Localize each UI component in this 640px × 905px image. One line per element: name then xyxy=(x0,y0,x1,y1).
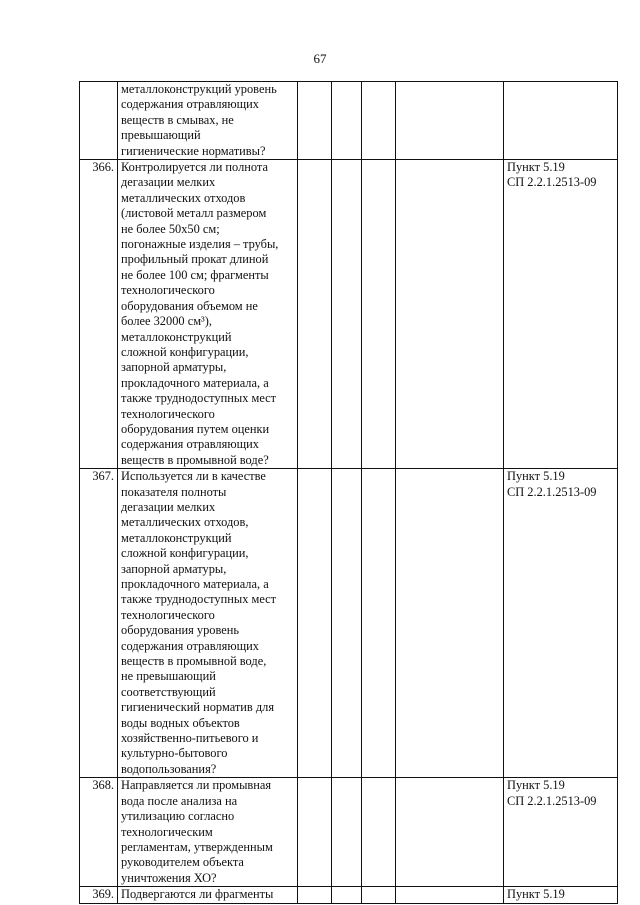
answer-no-cell xyxy=(332,160,362,469)
answer-na-cell xyxy=(362,778,396,887)
item-number xyxy=(80,82,118,160)
notes-cell xyxy=(396,160,504,469)
answer-yes-cell xyxy=(298,887,332,903)
page-number: 67 xyxy=(313,51,327,66)
notes-cell xyxy=(396,469,504,778)
checklist-table xyxy=(79,81,618,904)
answer-na-cell xyxy=(362,82,396,160)
reference-text: Пункт 5.19 СП 2.2.1.2513-09 xyxy=(504,160,618,469)
reference-text xyxy=(504,82,618,160)
notes-cell xyxy=(396,82,504,160)
item-number: 369. xyxy=(80,887,118,903)
question-text: металлоконструкций уровень содержания отравляющих веществ в смывах, не превышающий гигиенические нормативы? xyxy=(118,82,298,160)
question-text: Используется ли в качестве показателя полноты дегазации мелких металлических отходов, металлоконструкций сложной конфигурации, запорной арматуры, прокладочного материала, а также труднодоступных мест технологического оборудования уровень содержания отравляющих веществ в промывной воде, не превышающий соответствующий гигиенический норматив для воды водных объектов хозяйственно-питьевого и культурно-бытового водопользования? xyxy=(118,469,298,778)
table-row xyxy=(80,82,618,160)
answer-yes-cell xyxy=(298,82,332,160)
answer-na-cell xyxy=(362,469,396,778)
table-row xyxy=(80,160,618,469)
item-number: 367. xyxy=(80,469,118,778)
item-number: 366. xyxy=(80,160,118,469)
item-number: 368. xyxy=(80,778,118,887)
reference-text: Пункт 5.19 СП 2.2.1.2513-09 xyxy=(504,469,618,778)
table-row xyxy=(80,778,618,887)
table-row xyxy=(80,887,618,903)
answer-no-cell xyxy=(332,887,362,903)
answer-no-cell xyxy=(332,778,362,887)
answer-no-cell xyxy=(332,82,362,160)
question-text: Подвергаются ли фрагменты xyxy=(118,887,298,903)
answer-na-cell xyxy=(362,887,396,903)
notes-cell xyxy=(396,778,504,887)
answer-no-cell xyxy=(332,469,362,778)
reference-text: Пункт 5.19 xyxy=(504,887,618,903)
question-text: Направляется ли промывная вода после анализа на утилизацию согласно технологическим регламентам, утвержденным руководителем объекта уничтожения ХО? xyxy=(118,778,298,887)
notes-cell xyxy=(396,887,504,903)
table-row xyxy=(80,469,618,778)
reference-text: Пункт 5.19 СП 2.2.1.2513-09 xyxy=(504,778,618,887)
answer-yes-cell xyxy=(298,778,332,887)
answer-na-cell xyxy=(362,160,396,469)
question-text: Контролируется ли полнота дегазации мелких металлических отходов (листовой металл размером не более 50х50 см; погонажные изделия – трубы, профильный прокат длиной не более 100 см; фрагменты технологического оборудования объемом не более 32000 см³), металлоконструкций сложной конфигурации, запорной арматуры, прокладочного материала, а также труднодоступных мест технологического оборудования путем оценки содержания отравляющих веществ в промывной воде? xyxy=(118,160,298,469)
answer-yes-cell xyxy=(298,160,332,469)
answer-yes-cell xyxy=(298,469,332,778)
